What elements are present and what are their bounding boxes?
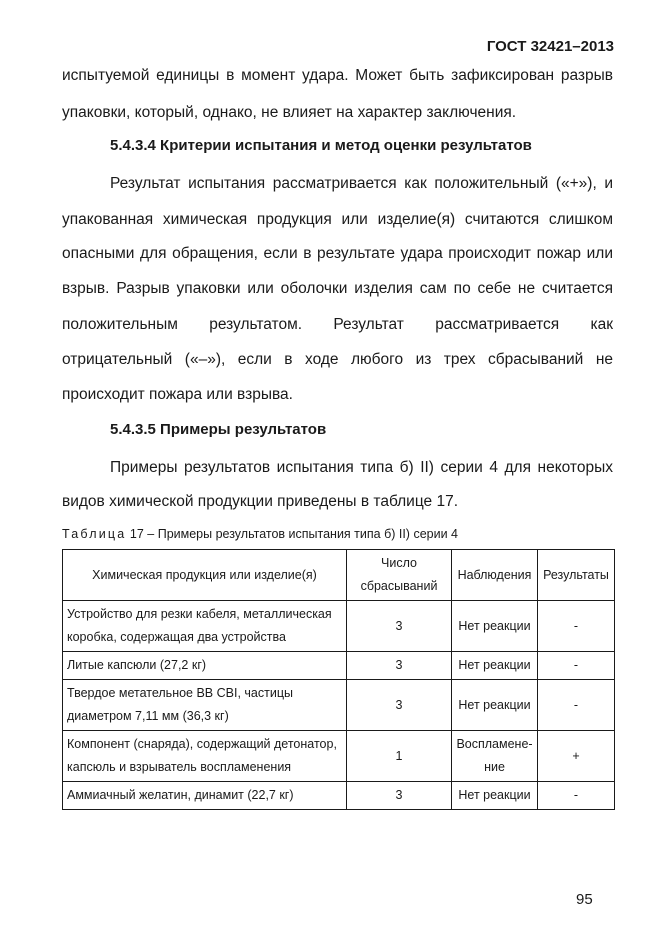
table-header-row [63,550,615,601]
table-caption-text: 17 – Примеры результатов испытания типа б) II) серии 4 [129,527,458,541]
header-product: Химическая продукция или изделие(я) [63,550,347,601]
cell-result: - [538,680,615,731]
cell-product: Компонент (снаряда), содержащий детонатор, капсюль и взрыватель воспламенения [63,731,347,782]
header-drops: Число сбрасываний [347,550,452,601]
table-caption-word: Таблица [62,527,127,541]
body-line: взрыв. Разрыв упаковки или оболочки изделия сам по себе не считается [62,280,613,297]
cell-result: + [538,731,615,782]
body-line: опасными для обращения, если в результате удара происходит пожар или [62,245,613,262]
cell-result: - [538,652,615,680]
body-line: Примеры результатов испытания типа б) II) серии 4 для некоторых [110,459,613,476]
header-observations: Наблюдения [452,550,538,601]
cell-observations: Нет реакции [452,652,538,680]
table-row [63,782,615,810]
body-line: видов химической продукции приведены в таблице 17. [62,493,459,510]
body-line: Результат испытания рассматривается как положительный («+»), и [110,175,613,192]
section-heading: 5.4.3.5 Примеры результатов [110,421,327,438]
cell-drops: 3 [347,680,452,731]
table-row [63,680,615,731]
table-row [63,731,615,782]
cell-product: Устройство для резки кабеля, металлическая коробка, содержащая два устройства [63,601,347,652]
body-line: упаковки, который, однако, не влияет на характер заключения. [62,104,517,121]
body-line: происходит пожара или взрыва. [62,386,293,403]
cell-result: - [538,782,615,810]
cell-drops: 3 [347,652,452,680]
cell-product: Литые капсюли (27,2 кг) [63,652,347,680]
body-line: положительным результатом. Результат рассматривается как [62,316,613,333]
cell-observations: Нет реакции [452,601,538,652]
header-results: Результаты [538,550,615,601]
cell-product: Аммиачный желатин, динамит (22,7 кг) [63,782,347,810]
document-id: ГОСТ 32421–2013 [486,38,614,55]
table-caption [62,527,458,541]
results-table [62,549,615,810]
cell-result: - [538,601,615,652]
body-line: упакованная химическая продукция или изделие(я) считаются слишком [62,211,613,228]
cell-drops: 3 [347,601,452,652]
cell-product: Твердое метательное ВВ СВІ, частицы диаметром 7,11 мм (36,3 кг) [63,680,347,731]
cell-observations: Воспламене-ние [452,731,538,782]
table-row [63,652,615,680]
section-heading: 5.4.3.4 Критерии испытания и метод оценки результатов [110,137,532,154]
page-number: 95 [576,891,593,908]
cell-observations: Нет реакции [452,782,538,810]
table-row [63,601,615,652]
cell-drops: 3 [347,782,452,810]
cell-drops: 1 [347,731,452,782]
cell-observations: Нет реакции [452,680,538,731]
body-line: отрицательный («–»), если в ходе любого из трех сбрасываний не [62,351,613,368]
body-line: испытуемой единицы в момент удара. Может быть зафиксирован разрыв [62,67,613,84]
